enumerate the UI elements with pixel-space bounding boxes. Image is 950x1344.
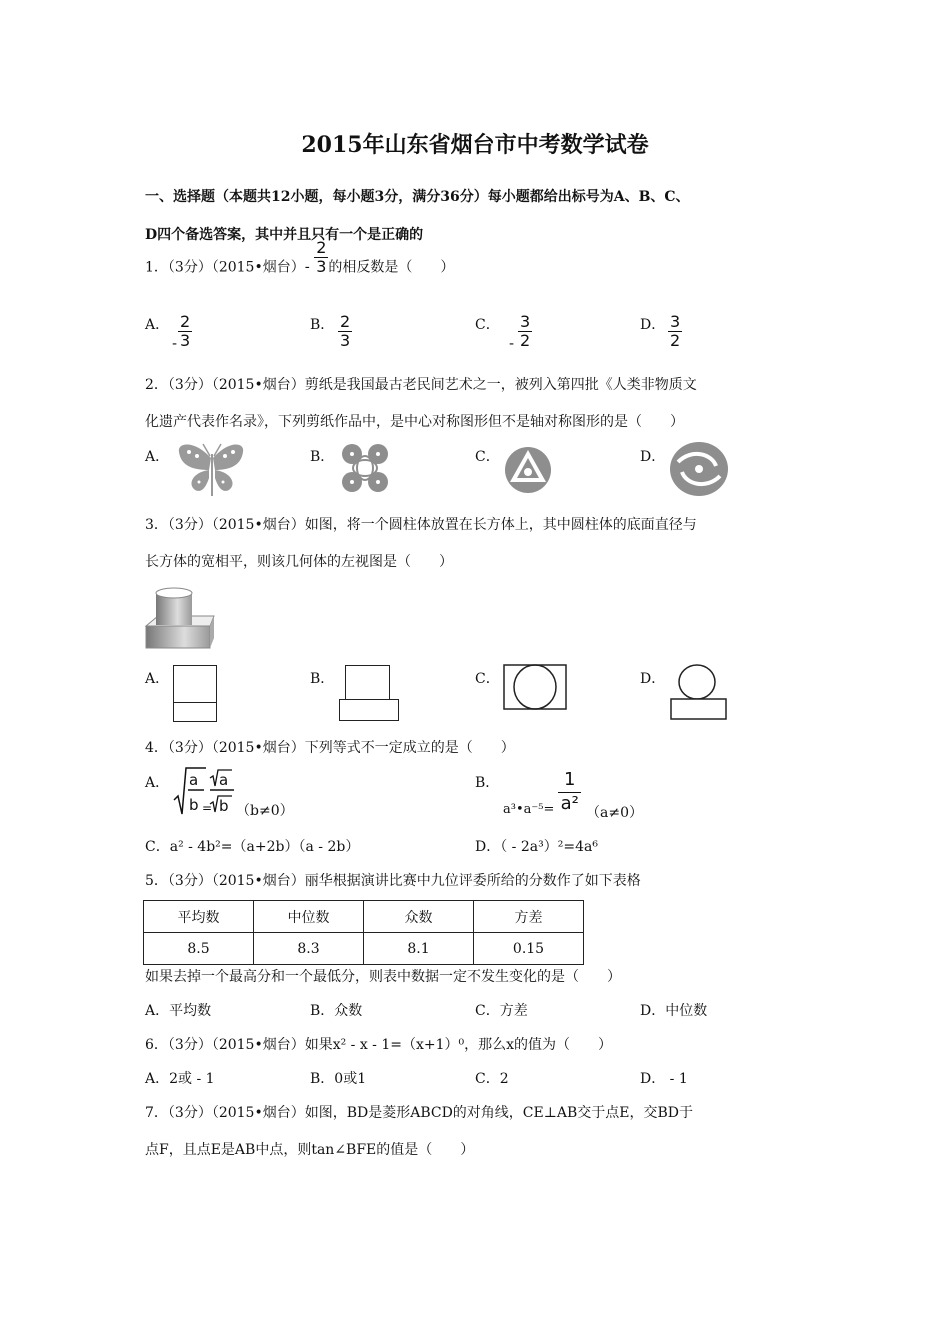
q6-option-b: B．0或1 [310, 1071, 367, 1087]
q5-option-d: D．中位数 [640, 1003, 708, 1019]
table-header-cell: 平均数 [144, 901, 254, 933]
q4-line1: 4．（3分）（2015•烟台）下列等式不一定成立的是（ ） [145, 740, 515, 756]
table-cell: 0.15 [474, 933, 584, 965]
table-cell: 8.5 [144, 933, 254, 965]
q7-line1: 7．（3分）（2015•烟台）如图，BD是菱形ABCD的对角线，CE⊥AB交于点E，交BD于 [145, 1105, 694, 1121]
q1-option-c-value: - $\frac{3}{2}$ [509, 312, 531, 352]
q1-option-d: D． [640, 317, 666, 333]
q6-option-d: D． - 1 [640, 1071, 688, 1087]
q2-line2: 化遗产代表作名录》，下列剪纸作品中，是中心对称图形但不是轴对称图形的是（ ） [145, 414, 684, 430]
q3-option-b-base-rect [339, 699, 399, 721]
q3-option-d: D． [640, 671, 666, 687]
svg-text:b: b [189, 796, 199, 814]
q1-option-c: C． [475, 317, 500, 333]
triangular-papercut-image [503, 440, 553, 498]
table-header-cell: 众数 [364, 901, 474, 933]
q2-option-c: C． [475, 449, 500, 465]
butterfly-papercut-image [175, 440, 247, 498]
q5-option-a: A．平均数 [145, 1003, 212, 1019]
q3-option-d-shape [670, 664, 728, 720]
q1-option-b: B． [310, 317, 335, 333]
svg-text:b: b [219, 797, 229, 815]
q3-option-b: B． [310, 671, 335, 687]
table-header-cell: 方差 [474, 901, 584, 933]
q3-option-a-shape [173, 665, 217, 722]
four-flower-papercut-image [340, 442, 390, 494]
q2-option-d: D． [640, 449, 666, 465]
q6-option-c: C．2 [475, 1071, 509, 1087]
q4-option-d: D．（ - 2a³）²=4a⁶ [475, 839, 598, 855]
q4-option-a-condition: （b≠0） [236, 803, 294, 819]
q2-line1: 2．（3分）（2015•烟台）剪纸是我国最古老民间艺术之一，被列入第四批《人类非物质文 [145, 377, 697, 393]
q1-option-a: A． [145, 317, 170, 333]
q3-line1: 3．（3分）（2015•烟台）如图，将一个圆柱体放置在长方体上，其中圆柱体的底面直径与 [145, 517, 697, 533]
section-header-line2: D四个备选答案，其中并且只有一个是正确的 [145, 227, 424, 243]
q3-option-c: C． [475, 671, 500, 687]
table-cell: 8.1 [364, 933, 474, 965]
question-1: 1．（3分）（2015•烟台）- $\frac{2}{3}$ 的相反数是（ ） [145, 238, 455, 276]
q4-option-b-lhs: a³•a⁻⁵= [503, 802, 555, 817]
q4-option-c: C．a² - 4b²=（a+2b）（a - 2b） [145, 839, 360, 855]
q1-option-a-value: - $\frac{2}{3}$ [172, 312, 191, 352]
q4-option-b-condition: （a≠0） [586, 805, 643, 821]
q5-line1: 5．（3分）（2015•烟台）丽华根据演讲比赛中九位评委所给的分数作了如下表格 [145, 873, 641, 889]
table-header-row [144, 901, 584, 933]
cylinder-on-cuboid-figure [144, 586, 216, 650]
q3-option-c-shape [503, 664, 567, 710]
table-header-cell: 中位数 [254, 901, 364, 933]
svg-text:=: = [202, 801, 213, 815]
swirl-papercut-image [668, 440, 730, 498]
q4-option-b: B． [475, 775, 500, 791]
q3-line2: 长方体的宽相平，则该几何体的左视图是（ ） [145, 554, 453, 570]
q4-option-a-formula [172, 766, 238, 818]
page-title: 2015年山东省烟台市中考数学试卷 [301, 132, 649, 158]
q4-option-a: A． [145, 775, 170, 791]
svg-text:a: a [189, 771, 199, 789]
q1-option-b-value: $\frac{2}{3}$ [340, 312, 351, 350]
q6-option-a: A．2或 - 1 [145, 1071, 215, 1087]
table-cell: 8.3 [254, 933, 364, 965]
svg-text:a: a [219, 771, 229, 789]
q3-option-b-top-square [345, 665, 390, 699]
q5-option-c: C．方差 [475, 1003, 528, 1019]
q3-option-a: A． [145, 671, 170, 687]
q6-line1: 6．（3分）（2015•烟台）如果x² - x - 1=（x+1）⁰，那么x的值为（ ） [145, 1037, 613, 1053]
q1-option-d-value: $\frac{3}{2}$ [670, 312, 681, 350]
q5-line2: 如果去掉一个最高分和一个最低分，则表中数据一定不发生变化的是（ ） [145, 969, 621, 985]
table-row [144, 933, 584, 965]
q2-option-b: B． [310, 449, 335, 465]
section-header-line1: 一、选择题（本题共12小题，每小题3分，满分36分）每小题都给出标号为A、B、C、 [145, 189, 690, 205]
q5-option-b: B．众数 [310, 1003, 363, 1019]
q2-option-a: A． [145, 449, 170, 465]
q7-line2: 点F，且点E是AB中点，则tan∠BFE的值是（ ） [145, 1142, 475, 1158]
q1-prefix: 1．（3分）（2015•烟台） [145, 259, 305, 276]
q4-option-b-fraction: $\frac{1}{\text{a²}}$ [558, 770, 581, 814]
q1-fraction: $\frac{2}{3}$ [316, 238, 327, 276]
q5-score-table [143, 900, 584, 965]
